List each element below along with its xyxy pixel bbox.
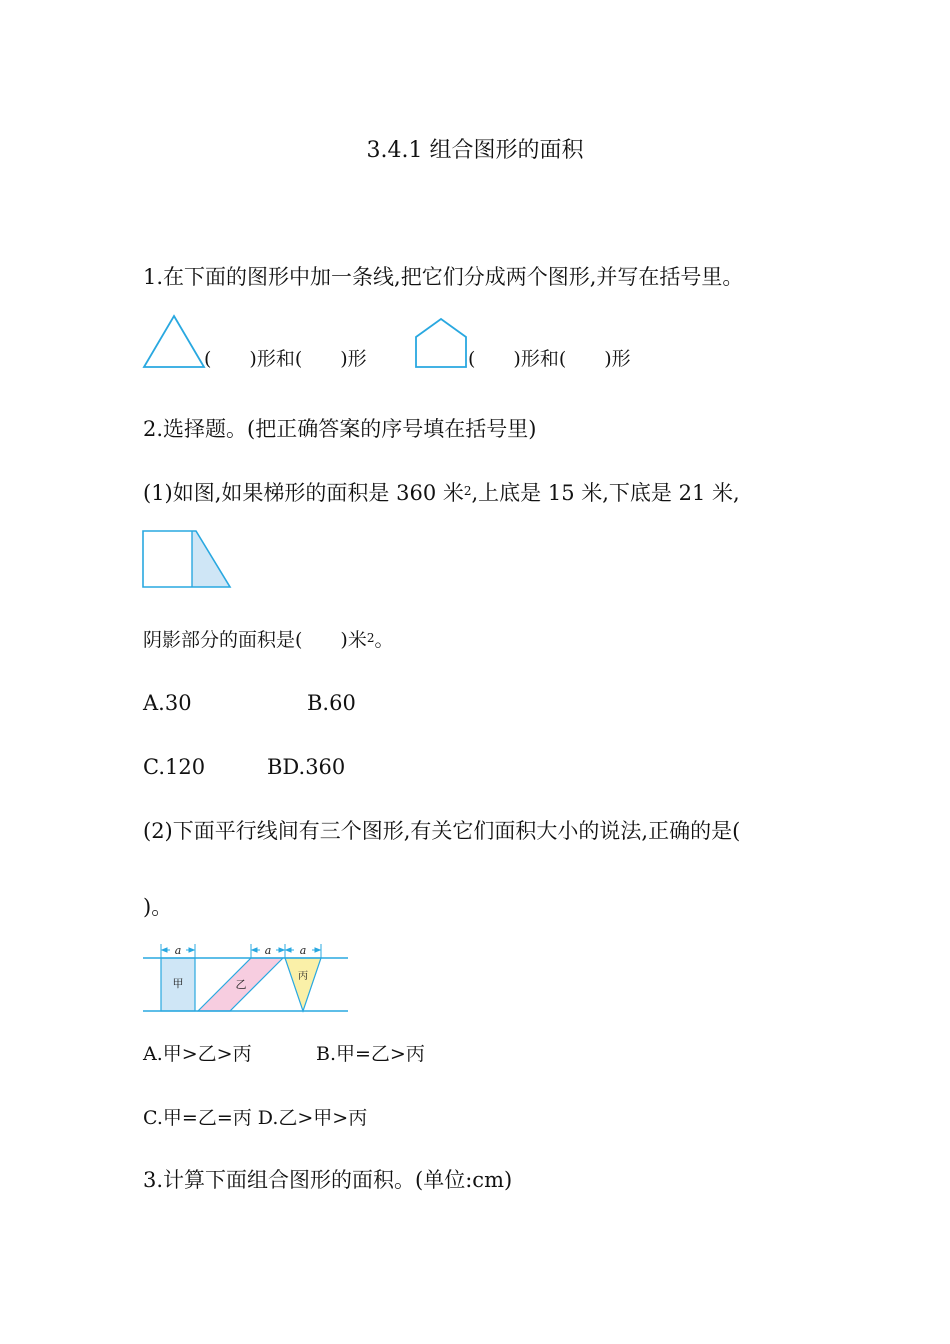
option-2-1-b: B.60 <box>307 691 356 715</box>
shape-label-yi: 乙 <box>235 978 247 991</box>
question-2-heading: 2.选择题。(把正确答案的序号填在括号里) <box>143 417 537 441</box>
trapezoid-figure <box>140 528 236 592</box>
page-title: 3.4.1 组合图形的面积 <box>366 138 584 163</box>
triangle-shape <box>144 316 204 367</box>
question-2-1-ask: 阴影部分的面积是( )米$^2$。 <box>143 629 394 651</box>
option-2-1-c: C.120 <box>143 755 206 779</box>
shape-label-bing: 丙 <box>298 971 308 982</box>
question-2-2-stem: (2)下面平行线间有三个图形,有关它们面积大小的说法,正确的是( <box>143 819 741 843</box>
pentagon-shape <box>416 319 466 367</box>
dimension-arrows <box>162 948 320 952</box>
dim-label-a-jia: a <box>174 944 182 957</box>
shape-bing-fill <box>285 958 321 1011</box>
shape-label-jia: 甲 <box>172 977 184 990</box>
triangle-figure <box>140 312 208 372</box>
option-2-1-d: BD.360 <box>267 755 346 779</box>
question-3-text: 3.计算下面组合图形的面积。(单位:cm) <box>143 1168 513 1192</box>
dim-label-a-yi: a <box>264 944 272 957</box>
option-2-2-cd: C.甲=乙=丙 D.乙>甲>丙 <box>143 1107 368 1129</box>
question-1-blank-b: ( )形和( )形 <box>468 348 631 370</box>
option-2-2-b: B.甲=乙>丙 <box>316 1043 425 1065</box>
question-2-2-stem-end: )。 <box>143 895 173 919</box>
dim-label-a-bing: a <box>299 944 307 957</box>
option-2-1-a: A.30 <box>143 691 192 715</box>
option-2-2-a: A.甲>乙>丙 <box>143 1043 252 1065</box>
parallel-lines-figure <box>140 938 352 1018</box>
question-1-blank-a: ( )形和( )形 <box>204 348 367 370</box>
question-2-1-stem: (1)如图,如果梯形的面积是 360 米$^2$,上底是 15 米,下底是 21 米, <box>143 481 740 505</box>
question-1-text: 1.在下面的图形中加一条线,把它们分成两个图形,并写在括号里。 <box>143 265 744 289</box>
pentagon-figure <box>412 315 472 371</box>
